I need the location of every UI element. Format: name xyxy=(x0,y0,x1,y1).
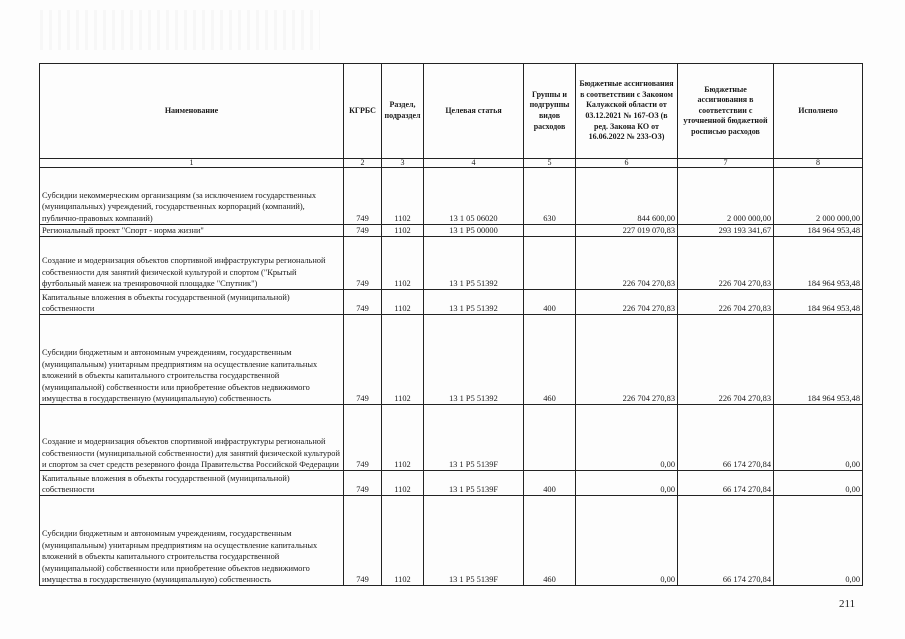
header-assign-law: Бюджетные ассигнования в соответствии с Законом Калужской области от 03.12.2021 № 167-ОЗ (в ред. Закона КО от 16.06.2022 № 233-ОЗ) xyxy=(576,64,678,159)
table-row xyxy=(40,290,863,315)
row-target: 13 1 P5 5139F xyxy=(424,471,524,496)
row-group xyxy=(524,405,576,471)
row-target: 13 1 P5 51392 xyxy=(424,237,524,290)
column-number: 5 xyxy=(524,159,576,168)
header-assign-refined: Бюджетные ассигнования в соответствии с уточненной бюджетной росписью расходов xyxy=(678,64,774,159)
row-target: 13 1 P5 5139F xyxy=(424,405,524,471)
row-section: 1102 xyxy=(382,315,424,405)
header-executed: Исполнено xyxy=(774,64,863,159)
table-row xyxy=(40,471,863,496)
row-assign-law: 0,00 xyxy=(576,405,678,471)
row-executed: 0,00 xyxy=(774,405,863,471)
row-assign-law: 844 600,00 xyxy=(576,168,678,225)
row-kgrbs: 749 xyxy=(344,225,382,237)
row-name: Субсидии бюджетным и автономным учреждениям, государственным (муниципальным) унитарным предприятиям на осуществление капитальных вложений в объекты капитального строительства государственной (муниципальной) собственности или приобретение объектов недвижимого имущества в государственную (муниципальную) собственность xyxy=(40,496,344,586)
row-kgrbs: 749 xyxy=(344,290,382,315)
row-name: Капитальные вложения в объекты государственной (муниципальной) собственности xyxy=(40,290,344,315)
row-executed: 184 964 953,48 xyxy=(774,290,863,315)
column-number: 6 xyxy=(576,159,678,168)
row-assign-law: 226 704 270,83 xyxy=(576,237,678,290)
row-section: 1102 xyxy=(382,225,424,237)
row-assign-refined: 293 193 341,67 xyxy=(678,225,774,237)
row-executed: 184 964 953,48 xyxy=(774,237,863,290)
row-kgrbs: 749 xyxy=(344,405,382,471)
row-group: 400 xyxy=(524,290,576,315)
row-kgrbs: 749 xyxy=(344,168,382,225)
row-group xyxy=(524,225,576,237)
column-number: 1 xyxy=(40,159,344,168)
row-name: Создание и модернизация объектов спортивной инфраструктуры региональной собственности (муниципальной собственности) для занятий физической культурой и спортом за счет средств резервного фонда Правительства Российской Федерации xyxy=(40,405,344,471)
column-number: 7 xyxy=(678,159,774,168)
table-row xyxy=(40,225,863,237)
row-assign-refined: 66 174 270,84 xyxy=(678,471,774,496)
row-assign-refined: 226 704 270,83 xyxy=(678,290,774,315)
table-row xyxy=(40,496,863,586)
row-name: Создание и модернизация объектов спортивной инфраструктуры региональной собственности для занятий физической культурой и спортом ("Крытый футбольный манеж на тренировочной площадке "Спутник") xyxy=(40,237,344,290)
row-section: 1102 xyxy=(382,168,424,225)
table-row xyxy=(40,168,863,225)
row-kgrbs: 749 xyxy=(344,471,382,496)
row-group: 460 xyxy=(524,315,576,405)
row-target: 13 1 P5 5139F xyxy=(424,496,524,586)
header-kgrbs: КГРБС xyxy=(344,64,382,159)
row-executed: 184 964 953,48 xyxy=(774,225,863,237)
column-number: 8 xyxy=(774,159,863,168)
row-name: Субсидии бюджетным и автономным учреждениям, государственным (муниципальным) унитарным предприятиям на осуществление капитальных вложений в объекты капитального строительства государственной (муниципальной) собственности или приобретение объектов недвижимого имущества в государственную (муниципальную) собственность xyxy=(40,315,344,405)
row-kgrbs: 749 xyxy=(344,496,382,586)
scan-artifact xyxy=(40,10,320,50)
column-number: 3 xyxy=(382,159,424,168)
page-number: 211 xyxy=(839,598,856,610)
header-target: Целевая статья xyxy=(424,64,524,159)
row-assign-law: 0,00 xyxy=(576,496,678,586)
header-section: Раздел, подраздел xyxy=(382,64,424,159)
row-section: 1102 xyxy=(382,496,424,586)
row-executed: 0,00 xyxy=(774,471,863,496)
row-target: 13 1 P5 51392 xyxy=(424,315,524,405)
header-row xyxy=(40,64,863,159)
row-name: Субсидии некоммерческим организациям (за исключением государственных (муниципальных) учреждений, государственных корпораций (компаний), публично-правовых компаний) xyxy=(40,168,344,225)
column-number-row xyxy=(40,159,863,168)
row-executed: 2 000 000,00 xyxy=(774,168,863,225)
row-section: 1102 xyxy=(382,405,424,471)
table-row xyxy=(40,315,863,405)
header-group: Группы и подгруппы видов расходов xyxy=(524,64,576,159)
row-section: 1102 xyxy=(382,237,424,290)
table-row xyxy=(40,405,863,471)
row-assign-refined: 226 704 270,83 xyxy=(678,315,774,405)
row-group: 630 xyxy=(524,168,576,225)
header-name: Наименование xyxy=(40,64,344,159)
row-assign-refined: 66 174 270,84 xyxy=(678,405,774,471)
row-section: 1102 xyxy=(382,290,424,315)
row-target: 13 1 P5 00000 xyxy=(424,225,524,237)
table-row xyxy=(40,237,863,290)
row-assign-refined: 2 000 000,00 xyxy=(678,168,774,225)
column-number: 2 xyxy=(344,159,382,168)
column-number: 4 xyxy=(424,159,524,168)
row-group: 400 xyxy=(524,471,576,496)
budget-table xyxy=(39,63,863,586)
row-group: 460 xyxy=(524,496,576,586)
row-name: Региональный проект "Спорт - норма жизни" xyxy=(40,225,344,237)
row-assign-refined: 66 174 270,84 xyxy=(678,496,774,586)
row-target: 13 1 05 06020 xyxy=(424,168,524,225)
row-assign-law: 226 704 270,83 xyxy=(576,315,678,405)
row-assign-law: 0,00 xyxy=(576,471,678,496)
row-group xyxy=(524,237,576,290)
row-kgrbs: 749 xyxy=(344,237,382,290)
row-kgrbs: 749 xyxy=(344,315,382,405)
row-section: 1102 xyxy=(382,471,424,496)
row-executed: 0,00 xyxy=(774,496,863,586)
row-assign-refined: 226 704 270,83 xyxy=(678,237,774,290)
row-assign-law: 227 019 070,83 xyxy=(576,225,678,237)
row-target: 13 1 P5 51392 xyxy=(424,290,524,315)
row-executed: 184 964 953,48 xyxy=(774,315,863,405)
row-name: Капитальные вложения в объекты государственной (муниципальной) собственности xyxy=(40,471,344,496)
row-assign-law: 226 704 270,83 xyxy=(576,290,678,315)
